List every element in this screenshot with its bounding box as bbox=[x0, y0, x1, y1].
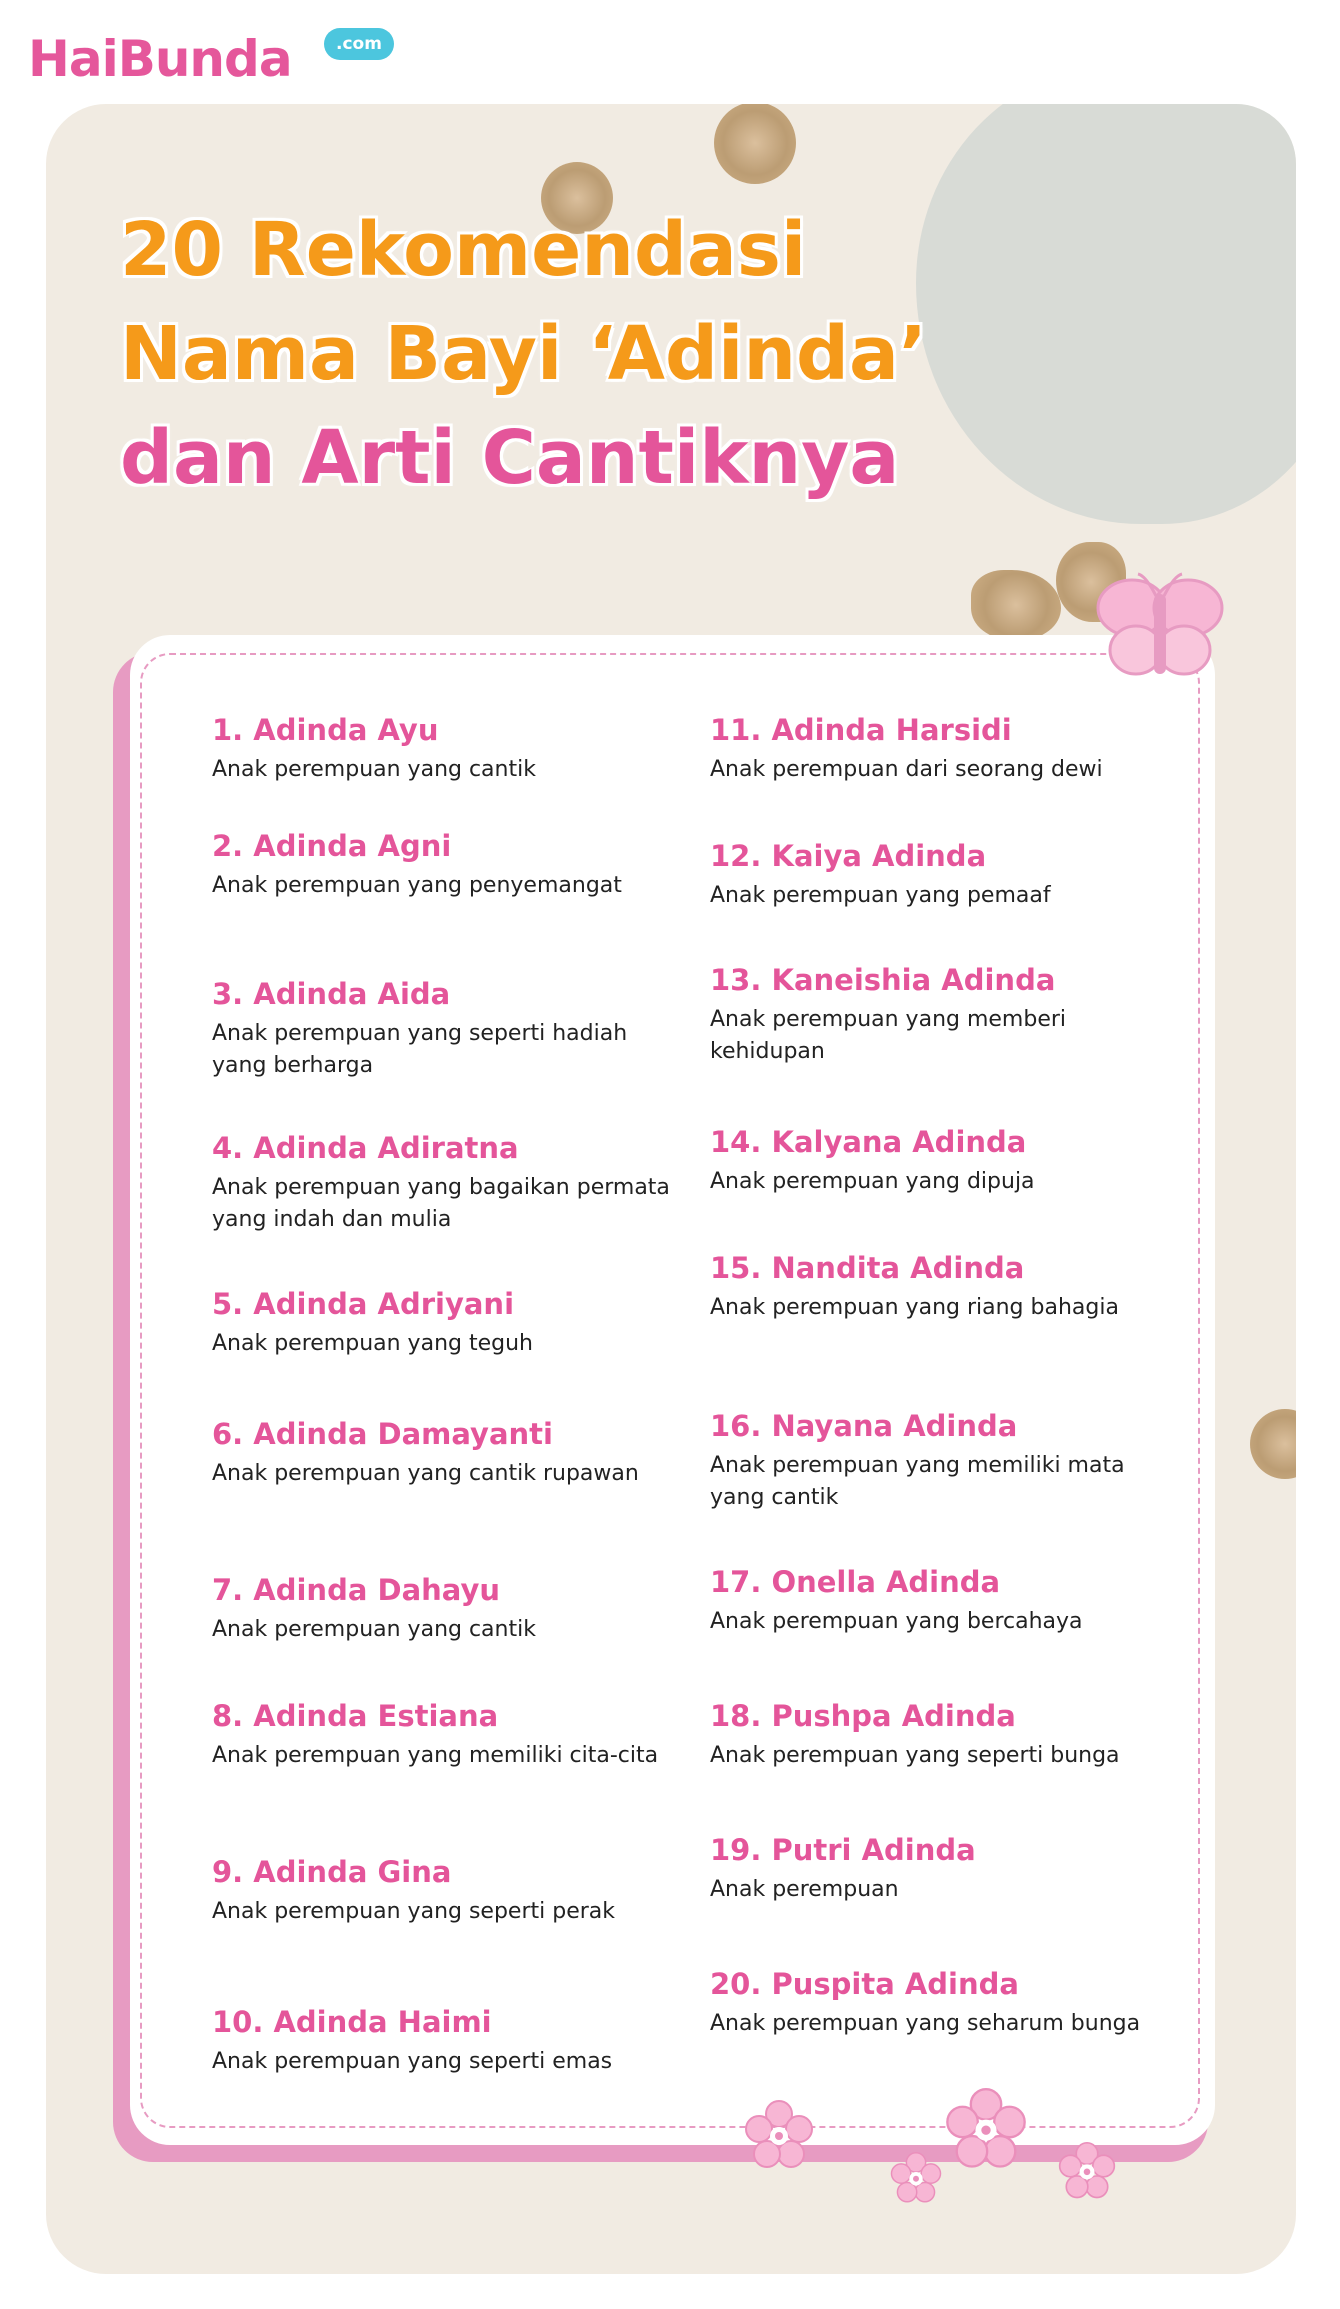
list-item bbox=[710, 1562, 1180, 1638]
page-title bbox=[120, 198, 1080, 510]
list-item bbox=[710, 1830, 1180, 1906]
title-line-1: 20 Rekomendasi bbox=[120, 207, 807, 293]
list-item bbox=[710, 1122, 1180, 1198]
item-name: 14. Kalyana Adinda bbox=[710, 1125, 1027, 1159]
item-description: Anak perempuan yang seharum bunga bbox=[710, 2011, 1141, 2036]
item-name: 7. Adinda Dahayu bbox=[212, 1573, 501, 1607]
list-item bbox=[212, 974, 682, 1082]
list-item bbox=[212, 1696, 682, 1772]
item-description: Anak perempuan yang seperti hadiah yang berharga bbox=[212, 1021, 628, 1078]
item-name: 11. Adinda Harsidi bbox=[710, 713, 1012, 747]
item-description: Anak perempuan yang bagaikan permata yang indah dan mulia bbox=[212, 1175, 670, 1232]
list-item bbox=[212, 1852, 682, 1928]
item-name: 2. Adinda Agni bbox=[212, 829, 452, 863]
list-item bbox=[710, 710, 1180, 786]
item-name: 6. Adinda Damayanti bbox=[212, 1417, 553, 1451]
item-description: Anak perempuan yang seperti bunga bbox=[710, 1743, 1120, 1768]
list-item bbox=[212, 710, 682, 786]
item-name: 17. Onella Adinda bbox=[710, 1565, 1001, 1599]
list-item bbox=[212, 2002, 682, 2078]
title-line-2: Nama Bayi ‘Adinda’ bbox=[120, 311, 928, 397]
item-name: 9. Adinda Gina bbox=[212, 1855, 452, 1889]
item-name: 16. Nayana Adinda bbox=[710, 1409, 1018, 1443]
butterfly-icon bbox=[1090, 570, 1230, 690]
item-name: 20. Puspita Adinda bbox=[710, 1967, 1019, 2001]
item-description: Anak perempuan yang pemaaf bbox=[710, 883, 1051, 908]
list-item bbox=[710, 960, 1180, 1068]
item-name: 12. Kaiya Adinda bbox=[710, 839, 987, 873]
item-description: Anak perempuan yang memiliki cita-cita bbox=[212, 1743, 659, 1768]
list-item bbox=[212, 1570, 682, 1646]
list-item bbox=[212, 826, 682, 902]
item-description: Anak perempuan yang teguh bbox=[212, 1331, 533, 1356]
flower-icon bbox=[890, 2152, 942, 2204]
flower-icon bbox=[1058, 2142, 1116, 2200]
item-description: Anak perempuan yang cantik rupawan bbox=[212, 1461, 639, 1486]
list-item bbox=[710, 1696, 1180, 1772]
item-name: 4. Adinda Adiratna bbox=[212, 1131, 519, 1165]
list-item bbox=[710, 1964, 1180, 2040]
item-name: 3. Adinda Aida bbox=[212, 977, 451, 1011]
glitter-dot bbox=[714, 104, 796, 184]
brand-badge: .com bbox=[324, 28, 394, 60]
item-description: Anak perempuan yang penyemangat bbox=[212, 873, 622, 898]
item-name: 5. Adinda Adriyani bbox=[212, 1287, 515, 1321]
item-description: Anak perempuan yang seperti perak bbox=[212, 1899, 616, 1924]
item-name: 15. Nandita Adinda bbox=[710, 1251, 1025, 1285]
item-description: Anak perempuan yang riang bahagia bbox=[710, 1295, 1119, 1320]
item-name: 13. Kaneishia Adinda bbox=[710, 963, 1056, 997]
item-description: Anak perempuan dari seorang dewi bbox=[710, 757, 1103, 782]
list-item bbox=[710, 1406, 1180, 1514]
item-name: 8. Adinda Estiana bbox=[212, 1699, 499, 1733]
list-item bbox=[710, 1248, 1180, 1324]
item-description: Anak perempuan yang memberi kehidupan bbox=[710, 1007, 1067, 1064]
item-name: 19. Putri Adinda bbox=[710, 1833, 976, 1867]
item-description: Anak perempuan bbox=[710, 1877, 899, 1902]
item-description: Anak perempuan yang seperti emas bbox=[212, 2049, 613, 2074]
item-name: 1. Adinda Ayu bbox=[212, 713, 439, 747]
item-name: 10. Adinda Haimi bbox=[212, 2005, 492, 2039]
list-item bbox=[212, 1284, 682, 1360]
item-description: Anak perempuan yang bercahaya bbox=[710, 1609, 1083, 1634]
brand-name: HaiBunda bbox=[28, 30, 292, 88]
list-item bbox=[710, 836, 1180, 912]
list-item bbox=[212, 1414, 682, 1490]
list-item bbox=[212, 1128, 682, 1236]
glitter-heart bbox=[971, 570, 1061, 640]
flower-icon bbox=[945, 2088, 1027, 2170]
item-description: Anak perempuan yang memiliki mata yang cantik bbox=[710, 1453, 1125, 1510]
item-description: Anak perempuan yang cantik bbox=[212, 1617, 536, 1642]
item-description: Anak perempuan yang dipuja bbox=[710, 1169, 1035, 1194]
title-line-3: dan Arti Cantiknya bbox=[120, 415, 900, 501]
item-name: 18. Pushpa Adinda bbox=[710, 1699, 1016, 1733]
item-description: Anak perempuan yang cantik bbox=[212, 757, 536, 782]
glitter-dot bbox=[1250, 1409, 1296, 1479]
flower-icon bbox=[744, 2100, 814, 2170]
